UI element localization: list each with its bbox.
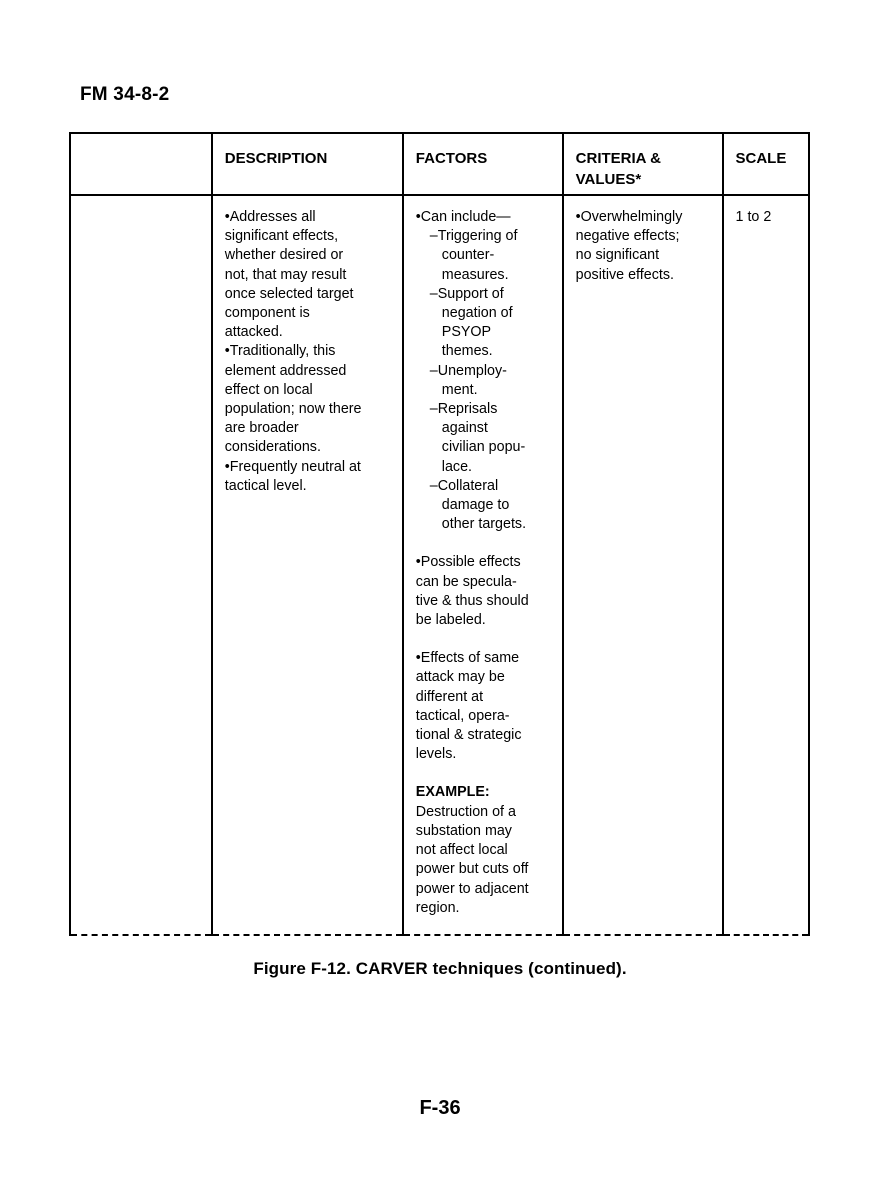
factors-example bbox=[416, 783, 552, 917]
description-line: considerations. bbox=[224, 439, 321, 456]
factor-sub-line: against bbox=[441, 420, 488, 437]
criteria-line: •Overwhelmingly bbox=[575, 209, 683, 225]
factor-sub-line: –Triggering of bbox=[429, 228, 518, 245]
example-line: power but cuts off bbox=[415, 861, 529, 878]
description-line: effect on local bbox=[224, 381, 313, 398]
factors-cell bbox=[403, 195, 563, 935]
factor-line: tional & strategic bbox=[415, 727, 522, 744]
factor-sub-line: negation of bbox=[441, 305, 513, 322]
example-label: EXAMPLE: bbox=[415, 784, 490, 801]
example-line: region. bbox=[415, 899, 460, 916]
factor-sub-line: other targets. bbox=[441, 516, 527, 533]
factors-paragraph bbox=[416, 649, 552, 764]
document-id: FM 34-8-2 bbox=[80, 84, 170, 105]
description-line: tactical level. bbox=[224, 477, 307, 494]
criteria-cell bbox=[563, 195, 723, 935]
table-header-row bbox=[70, 133, 809, 195]
factor-line: be labeled. bbox=[415, 612, 486, 629]
page-number: F-36 bbox=[419, 1097, 461, 1119]
factor-sub-line: –Reprisals bbox=[429, 401, 498, 418]
factor-sub-line: themes. bbox=[441, 343, 493, 360]
factor-sub-line: damage to bbox=[441, 497, 510, 514]
factors-paragraph bbox=[416, 553, 552, 630]
factor-sub-line: lace. bbox=[441, 458, 472, 475]
description-line: not, that may result bbox=[224, 266, 347, 283]
factor-sub-item bbox=[416, 477, 552, 535]
carver-table bbox=[69, 132, 810, 936]
factor-sub-line: measures. bbox=[441, 266, 509, 283]
description-line: •Traditionally, this bbox=[224, 343, 336, 360]
element-cell bbox=[70, 195, 212, 935]
header-scale: SCALE bbox=[723, 133, 809, 195]
table-row bbox=[70, 195, 809, 935]
factor-sub-line: counter- bbox=[441, 247, 495, 264]
header-blank bbox=[70, 133, 212, 195]
header-criteria-line2: VALUES* bbox=[575, 171, 642, 188]
factor-line: can be specula- bbox=[415, 573, 517, 590]
factor-sub-line: civilian popu- bbox=[441, 439, 526, 456]
description-line: •Addresses all bbox=[224, 209, 316, 225]
header-criteria bbox=[563, 133, 723, 195]
description-line: •Frequently neutral at bbox=[224, 458, 361, 475]
factor-sub-item bbox=[416, 362, 552, 400]
header-criteria-line1: CRITERIA & bbox=[575, 150, 661, 167]
description-line: population; now there bbox=[224, 401, 362, 418]
factor-line: •Effects of same bbox=[415, 650, 520, 667]
description-line: whether desired or bbox=[224, 247, 344, 264]
factor-sub-line: ment. bbox=[441, 381, 478, 398]
factor-line: •Possible effects bbox=[415, 554, 521, 571]
criteria-line: positive effects. bbox=[575, 266, 674, 283]
factor-line: tactical, opera- bbox=[415, 707, 510, 724]
factor-line: tive & thus should bbox=[415, 592, 529, 609]
description-line: significant effects, bbox=[224, 228, 339, 245]
description-line: element addressed bbox=[224, 362, 347, 379]
example-line: power to adjacent bbox=[415, 880, 529, 897]
factor-line: attack may be bbox=[415, 669, 505, 686]
description-line: once selected target bbox=[224, 285, 354, 302]
factor-sub-item bbox=[416, 285, 552, 362]
header-description: DESCRIPTION bbox=[212, 133, 403, 195]
factor-sub-line: –Support of bbox=[429, 285, 504, 302]
factor-sub-line: –Collateral bbox=[429, 477, 499, 494]
example-line: Destruction of a bbox=[415, 803, 516, 820]
factor-line: different at bbox=[415, 688, 484, 705]
factor-sub-item bbox=[416, 400, 552, 477]
example-line: substation may bbox=[415, 822, 512, 839]
scale-cell: 1 to 2 bbox=[723, 195, 809, 935]
criteria-line: negative effects; bbox=[575, 228, 680, 245]
description-cell bbox=[212, 195, 403, 935]
factor-sub-item bbox=[416, 227, 552, 285]
figure-caption: Figure F-12. CARVER techniques (continued). bbox=[253, 959, 627, 978]
description-line: are broader bbox=[224, 420, 299, 437]
header-factors: FACTORS bbox=[403, 133, 563, 195]
factors-intro: •Can include— bbox=[415, 209, 511, 225]
example-line: not affect local bbox=[415, 842, 508, 859]
description-line: attacked. bbox=[224, 324, 283, 341]
factor-sub-line: –Unemploy- bbox=[429, 362, 507, 379]
factor-line: levels. bbox=[415, 746, 457, 763]
criteria-line: no significant bbox=[575, 247, 660, 264]
description-line: component is bbox=[224, 305, 310, 322]
factor-sub-line: PSYOP bbox=[441, 324, 492, 341]
